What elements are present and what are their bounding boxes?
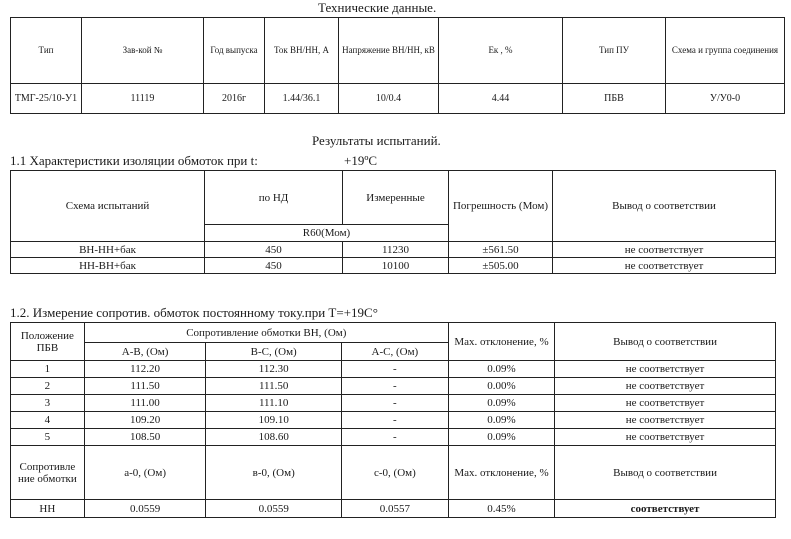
lv-col-a0: а-0, (Ом) bbox=[84, 446, 206, 500]
resistance-conclusion: не соответствует bbox=[555, 378, 776, 395]
resistance-dev: 0.09% bbox=[448, 361, 554, 378]
resistance-dev: 0.09% bbox=[448, 412, 554, 429]
resistance-col-position: Положение ПБВ bbox=[11, 323, 85, 361]
tech-value-scheme: У/У0-0 bbox=[666, 84, 785, 114]
insulation-col-measured: Измеренные bbox=[343, 171, 449, 225]
table-row bbox=[11, 412, 776, 429]
tech-value-tap-changer: ПБВ bbox=[563, 84, 666, 114]
lv-col-c0: с-0, (Ом) bbox=[341, 446, 448, 500]
insulation-norm: 450 bbox=[205, 258, 343, 274]
resistance-ab: 112.20 bbox=[84, 361, 206, 378]
insulation-error: ±505.00 bbox=[449, 258, 553, 274]
lv-header-row bbox=[11, 446, 776, 500]
insulation-temperature: +19ºC bbox=[344, 153, 378, 168]
insulation-col-conclusion: Вывод о соответствии bbox=[553, 171, 776, 242]
resistance-pos: 4 bbox=[11, 412, 85, 429]
tech-header-tap-changer: Тип ПУ bbox=[563, 18, 666, 84]
table-row bbox=[11, 500, 776, 518]
resistance-pos: 1 bbox=[11, 361, 85, 378]
resistance-ac: - bbox=[341, 378, 448, 395]
lv-name: НН bbox=[11, 500, 85, 518]
tech-value-serial: 11119 bbox=[82, 84, 204, 114]
tech-header-voltage: Напряжение ВН/НН, кВ bbox=[339, 18, 439, 84]
resistance-conclusion: не соответствует bbox=[555, 395, 776, 412]
resistance-pos: 2 bbox=[11, 378, 85, 395]
table-row bbox=[11, 429, 776, 446]
resistance-pos: 3 bbox=[11, 395, 85, 412]
resistance-col-bc: В-С, (Ом) bbox=[206, 343, 342, 361]
insulation-col-scheme: Схема испытаний bbox=[11, 171, 205, 242]
tech-header-year: Год выпуска bbox=[204, 18, 265, 84]
tech-value-current: 1.44/36.1 bbox=[265, 84, 339, 114]
tech-value-ek: 4.44 bbox=[439, 84, 563, 114]
tech-data-title: Технические данные. bbox=[318, 0, 437, 15]
lv-dev: 0.45% bbox=[448, 500, 554, 518]
lv-conclusion: соответствует bbox=[555, 500, 776, 518]
results-title: Результаты испытаний. bbox=[312, 133, 441, 148]
resistance-col-ab: А-В, (Ом) bbox=[84, 343, 206, 361]
resistance-col-group: Сопротивление обмотки ВН, (Ом) bbox=[84, 323, 448, 343]
insulation-scheme: НН-ВН+бак bbox=[11, 258, 205, 274]
tech-header-current: Ток ВН/НН, А bbox=[265, 18, 339, 84]
table-row bbox=[11, 395, 776, 412]
resistance-ac: - bbox=[341, 429, 448, 446]
resistance-ab: 109.20 bbox=[84, 412, 206, 429]
resistance-header-row bbox=[11, 323, 776, 343]
insulation-scheme: ВН-НН+бак bbox=[11, 242, 205, 258]
resistance-conclusion: не соответствует bbox=[555, 429, 776, 446]
insulation-norm: 450 bbox=[205, 242, 343, 258]
tech-data-table bbox=[10, 17, 785, 114]
insulation-measured: 11230 bbox=[343, 242, 449, 258]
resistance-col-dev: Max. отклонение, % bbox=[448, 323, 554, 361]
resistance-bc: 111.50 bbox=[206, 378, 342, 395]
table-row bbox=[11, 361, 776, 378]
resistance-bc: 112.30 bbox=[206, 361, 342, 378]
insulation-unit-label: R60(Мом) bbox=[205, 225, 449, 242]
tech-value-row bbox=[11, 84, 785, 114]
insulation-table bbox=[10, 170, 776, 274]
table-row bbox=[11, 378, 776, 395]
lv-a0: 0.0559 bbox=[84, 500, 206, 518]
resistance-col-ac: А-С, (Ом) bbox=[341, 343, 448, 361]
lv-col-dev: Max. отклонение, % bbox=[448, 446, 554, 500]
insulation-conclusion: не соответствует bbox=[553, 258, 776, 274]
tech-header-row bbox=[11, 18, 785, 84]
resistance-ac: - bbox=[341, 361, 448, 378]
resistance-dev: 0.00% bbox=[448, 378, 554, 395]
tech-value-year: 2016г bbox=[204, 84, 265, 114]
resistance-ab: 111.00 bbox=[84, 395, 206, 412]
resistance-ab: 108.50 bbox=[84, 429, 206, 446]
resistance-col-conclusion: Вывод о соответствии bbox=[555, 323, 776, 361]
resistance-conclusion: не соответствует bbox=[555, 412, 776, 429]
resistance-bc: 109.10 bbox=[206, 412, 342, 429]
insulation-heading: 1.1 Характеристики изоляции обмоток при t: bbox=[10, 153, 258, 168]
resistance-heading: 1.2. Измерение сопротив. обмоток постоянному току.при Т=+19С° bbox=[10, 305, 378, 320]
lv-col-b0: в-0, (Ом) bbox=[206, 446, 342, 500]
lv-c0: 0.0557 bbox=[341, 500, 448, 518]
resistance-bc: 111.10 bbox=[206, 395, 342, 412]
resistance-pos: 5 bbox=[11, 429, 85, 446]
insulation-conclusion: не соответствует bbox=[553, 242, 776, 258]
insulation-header-row bbox=[11, 171, 776, 225]
resistance-dev: 0.09% bbox=[448, 429, 554, 446]
resistance-dev: 0.09% bbox=[448, 395, 554, 412]
insulation-col-norm: по НД bbox=[205, 171, 343, 225]
tech-header-ek: Ек , % bbox=[439, 18, 563, 84]
tech-header-type: Тип bbox=[11, 18, 82, 84]
lv-b0: 0.0559 bbox=[206, 500, 342, 518]
table-row bbox=[11, 242, 776, 258]
tech-header-scheme: Схема и группа соединения bbox=[666, 18, 785, 84]
insulation-col-error: Погрешность (Мом) bbox=[449, 171, 553, 242]
insulation-error: ±561.50 bbox=[449, 242, 553, 258]
tech-value-voltage: 10/0.4 bbox=[339, 84, 439, 114]
resistance-ab: 111.50 bbox=[84, 378, 206, 395]
tech-value-type: ТМГ-25/10-У1 bbox=[11, 84, 82, 114]
insulation-measured: 10100 bbox=[343, 258, 449, 274]
resistance-table bbox=[10, 322, 776, 518]
table-row bbox=[11, 258, 776, 274]
resistance-conclusion: не соответствует bbox=[555, 361, 776, 378]
resistance-ac: - bbox=[341, 412, 448, 429]
lv-label: Сопротивле ние обмотки bbox=[11, 446, 85, 500]
resistance-bc: 108.60 bbox=[206, 429, 342, 446]
tech-header-serial: Зав-кой № bbox=[82, 18, 204, 84]
lv-col-conclusion: Вывод о соответствии bbox=[555, 446, 776, 500]
resistance-ac: - bbox=[341, 395, 448, 412]
